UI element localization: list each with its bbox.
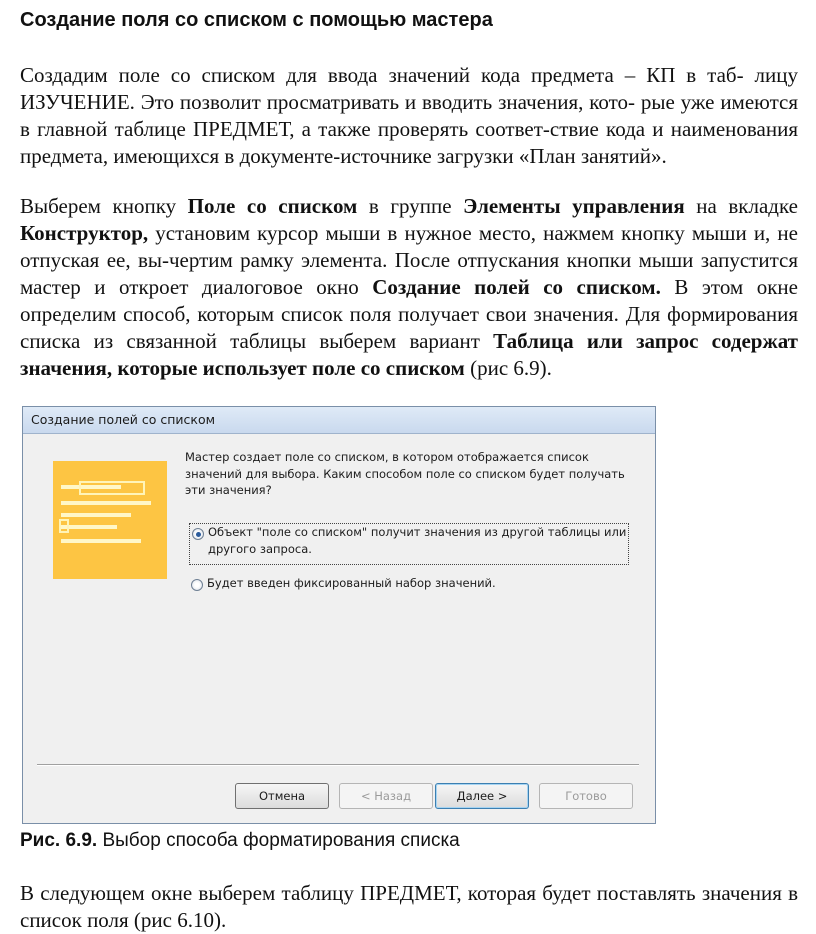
option-from-table-label[interactable]: Объект "поле со списком" получит значения из другой таблицы или другого запроса. (208, 525, 627, 556)
paragraph-intro: Создадим поле со списком для ввода значений кода предмета – КП в таб- лицу ИЗУЧЕНИЕ. Это позволит просматривать и вводить значения, кото- рые уже имеются в главной таблице ПРЕДМЕТ, а также проверять соответ-ствие кода и наименования предмета, имеющихся в документе-источнике загрузки «План занятий». (20, 63, 798, 168)
dialog-separator (37, 764, 639, 766)
option-fixed-values-row[interactable] (189, 575, 629, 592)
cancel-button[interactable]: Отмена (235, 783, 329, 809)
option-from-table-row[interactable] (189, 523, 629, 565)
bold-term-dialog-name: Создание полей со списком. (372, 275, 661, 299)
paragraph-instructions (20, 193, 798, 382)
radio-unselected-icon[interactable] (191, 579, 203, 591)
figure-caption (20, 828, 460, 854)
dialog-title: Создание полей со списком (31, 412, 216, 427)
wizard-illustration-icon (53, 461, 167, 579)
text-segment: В этом окне определим способ, которым список поля получает свои значения. Для формирования списка из связанной таблицы выберем вариант (20, 275, 798, 353)
figure-caption-text: Выбор способа форматирования списка (97, 830, 460, 851)
paragraph-next-step: В следующем окне выберем таблицу ПРЕДМЕТ, которая будет поставлять значения в список поля (рис 6.10). (20, 881, 798, 932)
radio-selected-icon[interactable] (192, 528, 204, 540)
text-segment: (рис 6.9). (464, 356, 552, 380)
bold-term-controls-group: Элементы управления (463, 194, 685, 218)
bold-term-option-name: Таблица или запрос содержат значения, которые использует поле со списком (20, 329, 798, 380)
text-segment: Выберем кнопку (20, 194, 188, 218)
combo-box-wizard-dialog (22, 406, 656, 824)
option-fixed-values-label[interactable]: Будет введен фиксированный набор значений. (207, 576, 496, 590)
dialog-description: Мастер создает поле со списком, в котором отображается список значений для выбора. Каким способом поле со списком будет получать эти значения? (185, 450, 625, 497)
bold-term-designer-tab: Конструктор, (20, 221, 149, 245)
bold-term-combo-box: Поле со списком (187, 194, 358, 218)
figure-label: Рис. 6.9. (20, 830, 98, 851)
section-heading: Создание поля со списком с помощью мастера (20, 9, 493, 31)
next-button[interactable]: Далее > (435, 783, 529, 809)
dialog-titlebar[interactable] (23, 407, 655, 434)
text-segment: в группе (357, 194, 464, 218)
text-segment: установим курсор мыши в нужное место, нажмем кнопку мыши и, не отпуская ее, вы-чертим рамку элемента. После отпускания кнопки мыши запустится мастер и откроет диалоговое окно (20, 221, 798, 299)
back-button[interactable]: < Назад (339, 783, 433, 809)
text-segment: на вкладке (684, 194, 798, 218)
finish-button[interactable]: Готово (539, 783, 633, 809)
